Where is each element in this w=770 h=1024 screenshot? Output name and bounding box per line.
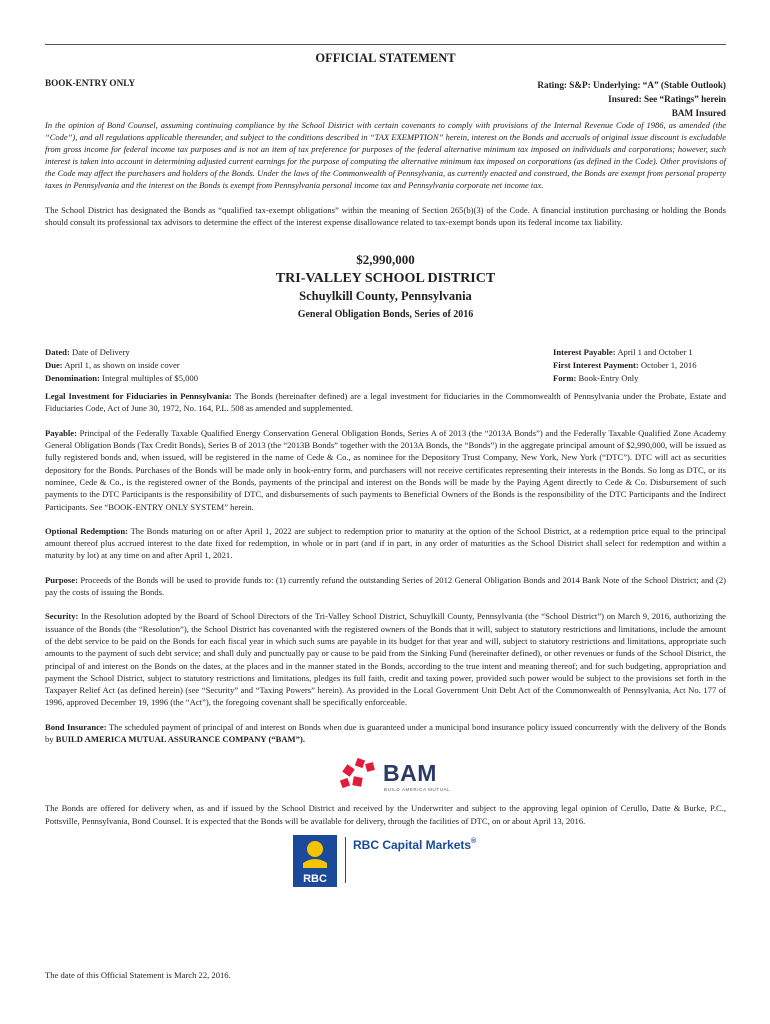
offering-paragraph: The Bonds are offered for delivery when, as and if issued by the School District and received by the Underwriter and subject to the approving legal opinion of Cerullo, Datte & Burke, P.C., Pottsville, Pennsylvania, Bond Counsel. It is expected that the Bonds will be available for delivery, through the facilities of DTC, on or about April 13, 2016. xyxy=(45,803,726,826)
term-due: Due: April 1, as shown on inside cover xyxy=(45,360,180,371)
security-paragraph: Security: In the Resolution adopted by the Board of School Directors of the Tri-Valley School District, Schuylkill County, Pennsylvania (the “School District”) on March 9, 2016, authorizing the issuance of the Bonds (the “Resolution”), the School District has covenanted with the registered owners of the Bonds that it will, subject to statutory restrictions and limitations, include the amount of the debt service to be paid on the Bonds for each fiscal year in which such sums are payable in its budget for that year and will, subject to statutory restrictions and limitations, appropriate such amounts to the payment of such debt service; and shall duly and punctually pay or cause to be paid from the Sinking Fund (hereinafter defined), or other revenues or funds of the School District, the principal of and interest on the Bonds on the dates, at the places and in the manner stated in the Bonds, according to the true intent and meaning thereof; and for such budgeting, appropriation and payment the School District, subject to statutory restrictions and limitations, pledges its full faith, credit and taxing power, provided such power would be subject to the provisions set forth in the Taxpayer Relief Act (as defined herein) (see “Security” and “Taxing Powers” herein). As provided in the Local Government Unit Debt Act of the Commonwealth of Pennsylvania, Act No. 177 of 1996, approved December 19, 1996 (the “Act”), the foregoing covenant shall be specifically enforceable. xyxy=(45,611,726,708)
rbc-logo xyxy=(45,835,726,887)
rating-line: Rating: S&P: Underlying: “A” (Stable Outlook) xyxy=(537,80,726,90)
term-form: Form: Book-Entry Only xyxy=(553,373,639,384)
tax-opinion-paragraph: In the opinion of Bond Counsel, assuming continuing compliance by the School District with certain covenants to comply with provisions of the Internal Revenue Code of 1986, as amended (the “Code”), and all regulations applicable thereunder, and subject to the conditions described in “TAX EXEMPTION” herein, interest on the Bonds and accruals of original issue discount is excludable from gross income for federal income tax purposes and is not an item of tax preference for purposes of the federal alternative minimum tax imposed on individuals and corporations; however, such interest is taken into account in determining adjusted current earnings for the purpose of computing the alternative minimum tax imposed on corporations (as defined in the Code). Other provisions of the Code may affect the purchasers and holders of the Bonds. Under the laws of the Commonwealth of Pennsylvania, as currently enacted and construed, the Bonds are exempt from personal property taxes in Pennsylvania and the interest on the Bonds is exempt from Pennsylvania personal income tax and Pennsylvania corporate net income tax. xyxy=(45,120,726,191)
term-dated: Dated: Date of Delivery xyxy=(45,347,130,358)
rating-block xyxy=(537,78,726,120)
bond-series: General Obligation Bonds, Series of 2016 xyxy=(297,309,474,321)
issuer-name: TRI-VALLEY SCHOOL DISTRICT xyxy=(275,271,496,287)
header-row xyxy=(45,70,726,116)
term-denomination: Denomination: Integral multiples of $5,000 xyxy=(45,373,199,384)
term-first-interest: First Interest Payment: October 1, 2016 xyxy=(553,360,697,371)
issuer-county: Schuylkill County, Pennsylvania xyxy=(299,289,472,304)
book-entry-label: BOOK-ENTRY ONLY xyxy=(45,78,136,88)
terms-right xyxy=(553,346,697,385)
bam-insured-line: BAM Insured xyxy=(671,108,726,118)
top-rule xyxy=(45,44,726,45)
optional-redemption-paragraph: Optional Redemption: The Bonds maturing on or after April 1, 2022 are subject to redemption prior to maturity at the option of the School District, at a redemption price equal to the principal amount thereof plus accrued interest to the date fixed for redemption, in whole or in part (and if in part, in any order of maturities as the School District shall select for redemption and within a maturity by lot) at any time on and after April 1, 2021. xyxy=(45,525,726,561)
statement-date: The date of this Official Statement is March 22, 2016. xyxy=(45,970,231,980)
bam-wordmark: BAM xyxy=(383,760,437,787)
rbc-divider xyxy=(345,837,346,883)
legal-investment-paragraph: Legal Investment for Fiduciaries in Pennsylvania: The Bonds (hereinafter defined) are a legal investment for fiduciaries in the Commonwealth of Pennsylvania under the Probate, Estate and Fiduciaries Code, Act of June 30, 1972, No. 164, P.L. 508 as amended and supplemented. xyxy=(45,391,726,414)
bam-mark-icon xyxy=(339,758,379,792)
bam-logo xyxy=(45,754,726,798)
rbc-name: RBC Capital Markets® xyxy=(353,837,477,852)
rbc-shield-text: RBC xyxy=(303,872,327,885)
designation-paragraph: The School District has designated the Bonds as “qualified tax-exempt obligations” within the meaning of Section 265(b)(3) of the Code. A financial institution purchasing or holding the Bonds should consult its professional tax advisors to determine the effect of the interest expense disallowance related to tax-exempt bonds upon its federal income tax liability. xyxy=(45,204,726,227)
terms-left xyxy=(45,346,198,385)
bam-subtitle: BUILD AMERICA MUTUAL xyxy=(384,787,451,793)
principal-amount: $2,990,000 xyxy=(356,252,415,268)
payable-paragraph: Payable: Principal of the Federally Taxable Qualified Energy Conservation General Obligation Bonds, Series A of 2013 (the “2013A Bonds”) and the Federally Taxable Qualified Zone Academy General Obligation Bonds (Tax Credit Bonds), Series B of 2013 (the “2013B Bonds” together with the 2013A Bonds, the “Bonds”) in the aggregate principal amount of $2,990,000, will be issued as fully registered bonds and, when issued, will be registered in the name of Cede & Co., as nominee for the Depository Trust Company, New York, New York (“DTC”). DTC will act as securities depository for the Bonds. Purchases of the Bonds will be made only in book-entry form, and purchasers will not receive certificates representing their interests in the Bonds. So long as DTC, or its nominee, Cede & Co., is the registered owner of the Bonds, payments of the principal and interest on the Bonds will be made by the Paying Agent directly to Cede & Co. Disbursement of such payments to the DTC Participants is the responsibility of DTC, and disbursements of such payments to Beneficial Owners of the Bonds is the responsibility of the DTC Participants and the Indirect Participants. See “BOOK-ENTRY ONLY SYSTEM” herein. xyxy=(45,427,727,512)
document-title: OFFICIAL STATEMENT xyxy=(315,51,456,65)
purpose-paragraph: Purpose: Proceeds of the Bonds will be used to provide funds to: (1) currently refund the outstanding Series of 2012 General Obligation Bonds and 2014 Bank Note of the School District; and (2) pay the costs of issuing the Bonds. xyxy=(45,574,726,598)
terms-block xyxy=(45,346,726,390)
insured-line: Insured: See “Ratings” herein xyxy=(608,94,726,104)
rbc-lion-shield-icon xyxy=(293,835,337,887)
official-statement-page xyxy=(45,44,726,887)
bond-insurance-paragraph: Bond Insurance: The scheduled payment of principal of and interest on Bonds when due is guaranteed under a municipal bond insurance policy issued concurrently with the delivery of the Bonds by BUILD AMERICA MUTUAL ASSURANCE COMPANY (“BAM”). xyxy=(45,721,726,744)
term-interest-payable: Interest Payable: April 1 and October 1 xyxy=(553,347,693,358)
